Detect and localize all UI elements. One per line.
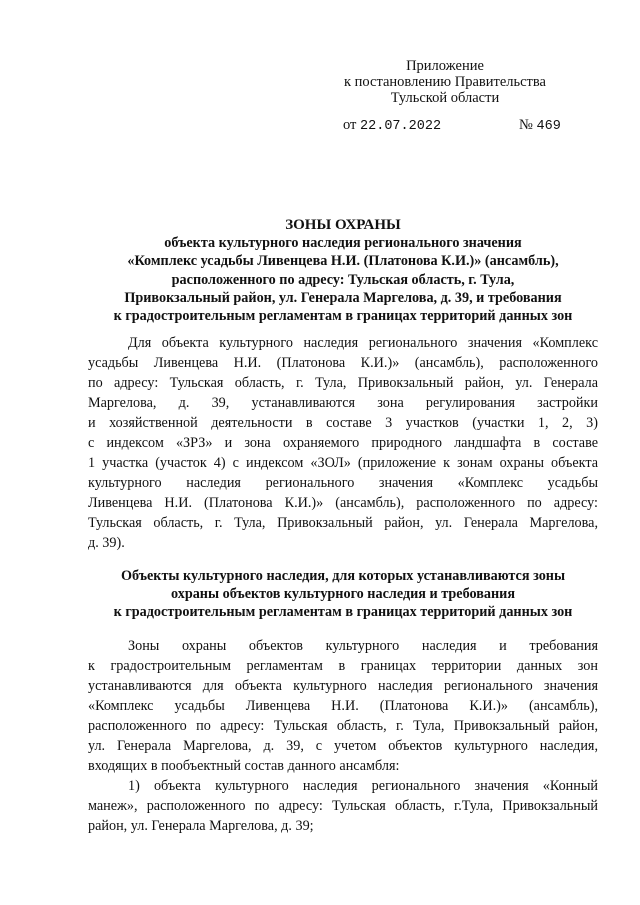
paragraph-line: 1) объекта культурного наследия регионального значения «Конный	[128, 778, 598, 794]
paragraph-line: культурного наследия регионального значения «Комплекс усадьбы	[88, 475, 598, 491]
title-line-3: «Комплекс усадьбы Ливенцева Н.И. (Платонова К.И.)» (ансамбль),	[127, 253, 559, 270]
annex-line-2: к постановлению Правительства	[344, 74, 546, 90]
number-sign: №	[519, 117, 533, 133]
paragraph-line: Ливенцева Н.И. (Платонова К.И.)» (ансамбль), расположенного по адресу:	[88, 495, 598, 511]
title-line-6: к градостроительным регламентам в границах территорий данных зон	[113, 308, 573, 325]
annex-header	[330, 58, 560, 106]
paragraph-line: «Комплекс усадьбы Ливенцева Н.И. (Платонова К.И.)» (ансамбль),	[88, 698, 598, 714]
title-line-5: Привокзальный район, ул. Генерала Маргелова, д. 39, и требования	[124, 289, 562, 306]
title-line-4: расположенного по адресу: Тульская область, г. Тула,	[171, 271, 515, 288]
paragraph-line: Для объекта культурного наследия регионального значения «Комплекс	[128, 335, 598, 351]
date-value: 22.07.2022	[360, 119, 442, 134]
paragraph-line: манеж», расположенного по адресу: Тульская область, г.Тула, Привокзальный	[88, 798, 598, 814]
date-prefix: от	[343, 117, 357, 133]
paragraph-line: ул. Генерала Маргелова, д. 39, с учетом объектов культурного наследия,	[88, 738, 598, 754]
paragraph-line: устанавливаются для объекта культурного наследия регионального значения	[88, 678, 598, 694]
paragraph-line: район, ул. Генерала Маргелова, д. 39;	[88, 818, 314, 834]
date-number-line	[343, 117, 561, 134]
paragraph-line: с индексом «ЗРЗ» и зона охраняемого природного ландшафта в составе	[88, 435, 598, 451]
paragraph-line: Тульская область, г. Тула, Привокзальный район, ул. Генерала Маргелова,	[88, 515, 598, 531]
subtitle-line-2: охраны объектов культурного наследия и требования	[170, 586, 515, 602]
paragraph-zones-description	[88, 333, 598, 553]
subtitle-line-1: Объекты культурного наследия, для которых устанавливаются зоны	[120, 568, 566, 584]
paragraph-line: и хозяйственной деятельности в составе 3 участков (участки 1, 2, 3)	[88, 415, 598, 431]
paragraph-line: входящих в пообъектный состав данного ансамбля:	[88, 758, 400, 774]
paragraph-line: д. 39).	[88, 535, 125, 551]
paragraph-line: Зоны охраны объектов культурного наследия и требования	[128, 638, 598, 654]
paragraph-line: 1 участка (участок 4) с индексом «ЗОЛ» (приложение к зонам охраны объекта	[88, 455, 598, 471]
paragraph-objects-description	[88, 636, 598, 776]
paragraph-line: по адресу: Тульская область, г. Тула, Привокзальный район, ул. Генерала	[88, 375, 598, 391]
annex-line-3: Тульской области	[390, 90, 500, 106]
document-title	[88, 216, 598, 325]
paragraph-line: к градостроительным регламентам в границах территории данных зон	[88, 658, 598, 674]
paragraph-list-item-1	[88, 776, 598, 836]
title-line-2: объекта культурного наследия регионального значения	[164, 235, 522, 252]
subtitle-line-3: к градостроительным регламентам в границах территорий данных зон	[113, 604, 573, 620]
paragraph-line: усадьбы Ливенцева Н.И. (Платонова К.И.)» (ансамбль), расположенного	[88, 355, 598, 371]
paragraph-line: расположенного по адресу: Тульская область, г. Тула, Привокзальный район,	[88, 718, 598, 734]
paragraph-line: Маргелова, д. 39, устанавливаются зона регулирования застройки	[88, 395, 598, 411]
number-value: 469	[536, 119, 561, 134]
section-subtitle	[88, 567, 598, 621]
title-line-1: ЗОНЫ ОХРАНЫ	[285, 217, 401, 233]
annex-line-1: Приложение	[406, 58, 484, 74]
